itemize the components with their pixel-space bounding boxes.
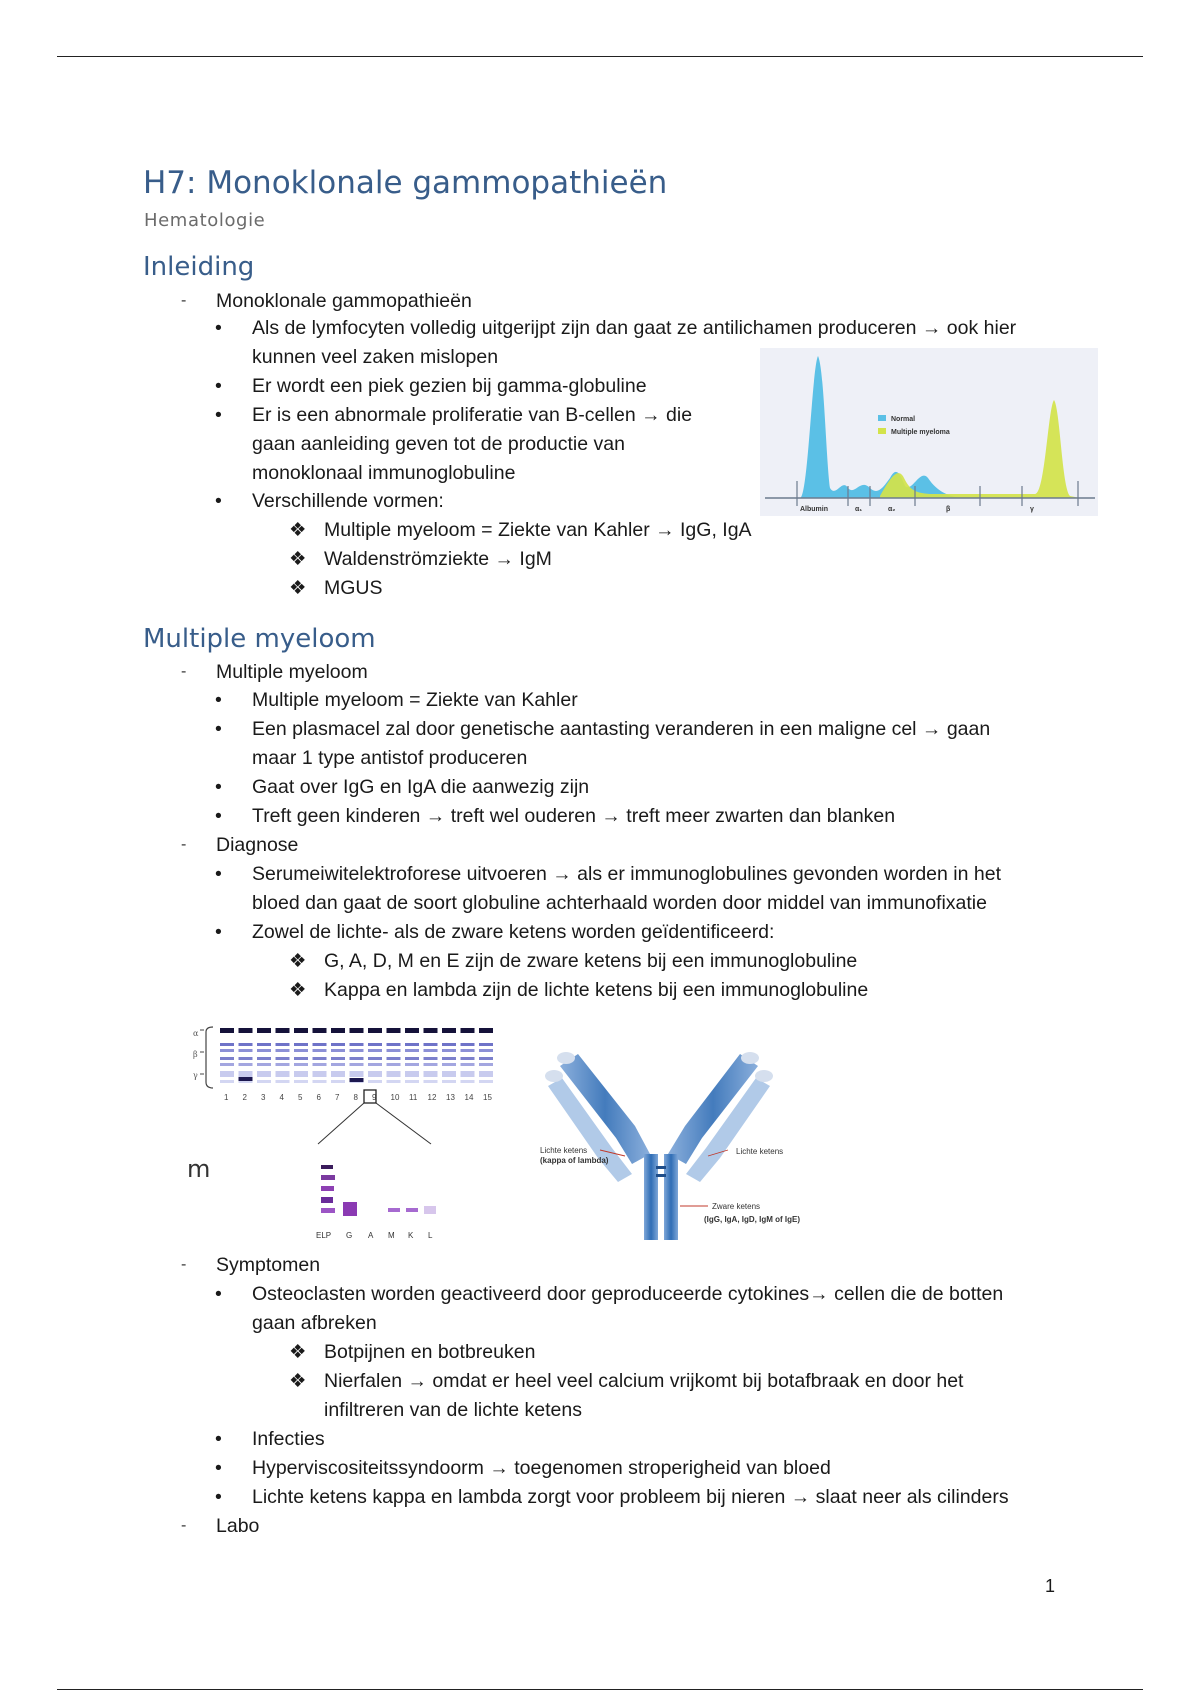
diamond-marker: ❖ [289, 577, 307, 599]
fixation-labels [316, 1231, 433, 1240]
gel-band [276, 1049, 290, 1052]
gel-band [220, 1071, 234, 1077]
list-item: Labo [216, 1515, 260, 1537]
bullet-marker: • [215, 1283, 222, 1305]
list-item: Botpijnen en botbreuken [324, 1341, 536, 1363]
row-label-gamma: γ [193, 1071, 198, 1080]
list-item: kunnen veel zaken mislopen [252, 346, 499, 368]
gel-band [442, 1043, 456, 1046]
gel-band [220, 1028, 234, 1033]
list-item: bloed dan gaat de soort globuline achterhaald worden door middel van immunofixatie [252, 892, 987, 914]
gel-band [479, 1049, 493, 1052]
lane-number: 11 [409, 1093, 418, 1102]
list-item: Multiple myeloom [216, 661, 368, 683]
row-label-alpha: α [193, 1029, 199, 1038]
lane-numbers [224, 1093, 492, 1102]
lane-number: 5 [298, 1093, 303, 1102]
diamond-marker: ❖ [289, 548, 307, 570]
dash-marker: - [181, 663, 187, 680]
label-light-chain-left: Lichte ketens [540, 1146, 588, 1155]
gel-band [276, 1043, 290, 1046]
list-item: Symptomen [216, 1254, 321, 1276]
diamond-marker: ❖ [289, 950, 307, 972]
fixation-label-elp: ELP [316, 1231, 332, 1240]
lane-number: 3 [261, 1093, 266, 1102]
diamond-marker: ❖ [289, 979, 307, 1001]
legend-swatch-normal [878, 415, 886, 421]
immunofixation-bands [321, 1165, 436, 1216]
list-item: Multiple myeloom = Ziekte van Kahler → IgG, IgA [324, 519, 752, 541]
gel-band [387, 1063, 401, 1066]
gel-band [276, 1057, 290, 1060]
list-item: Waldenströmziekte → IgM [324, 548, 552, 570]
list-item: Een plasmacel zal door genetische aantasting veranderen in een maligne cel → gaan [252, 718, 991, 740]
heading-multiple-myeloom: Multiple myeloom [143, 624, 376, 654]
gel-band [350, 1057, 364, 1060]
gel-band [294, 1057, 308, 1060]
list-item: Gaat over IgG en IgA die aanwezig zijn [252, 776, 590, 798]
gel-band [294, 1043, 308, 1046]
list-item: maar 1 type antistof produceren [252, 747, 528, 769]
gel-band [294, 1071, 308, 1077]
gel-band [461, 1049, 475, 1052]
gel-band [479, 1028, 493, 1033]
lane-number: 6 [316, 1093, 321, 1102]
bullet-marker: • [215, 921, 222, 943]
gel-band [424, 1057, 438, 1060]
document-title: H7: Monoklonale gammopathieën [143, 165, 668, 201]
diamond-marker: ❖ [289, 1370, 307, 1392]
gel-band [479, 1080, 493, 1083]
gel-band [479, 1063, 493, 1066]
gel-band [294, 1080, 308, 1083]
gel-band [239, 1043, 253, 1046]
electrophoresis-figure [760, 348, 1098, 516]
axis-label-gamma: γ [1030, 506, 1034, 513]
gel-band [331, 1063, 345, 1066]
gel-band [239, 1071, 253, 1077]
monoclonal-band [239, 1077, 253, 1081]
gel-band [313, 1063, 327, 1066]
header-rule [57, 56, 1143, 57]
gel-band [220, 1057, 234, 1060]
gel-band [220, 1063, 234, 1066]
gel-band [424, 1043, 438, 1046]
page-number: 1 [1045, 1576, 1056, 1596]
gel-band [368, 1028, 382, 1033]
gel-band [424, 1063, 438, 1066]
gel-band [257, 1080, 271, 1083]
gel-band [331, 1071, 345, 1077]
gel-band [294, 1028, 308, 1033]
gel-band [424, 1028, 438, 1033]
bullet-marker: • [215, 718, 222, 740]
gel-band [331, 1043, 345, 1046]
lane-number: 1 [224, 1093, 229, 1102]
lane-number: 13 [446, 1093, 455, 1102]
axis-label-beta: β [946, 506, 951, 513]
gel-band [239, 1063, 253, 1066]
gel-band [313, 1071, 327, 1077]
footer-rule [57, 1689, 1143, 1690]
gel-band [368, 1043, 382, 1046]
row-ticks [200, 1030, 204, 1074]
gel-band [368, 1080, 382, 1083]
bullet-marker: • [215, 1428, 222, 1450]
lane-number: 8 [353, 1093, 358, 1102]
gel-band [294, 1049, 308, 1052]
list-item: Kappa en lambda zijn de lichte ketens bij een immunoglobuline [324, 979, 869, 1001]
list-item: gaan aanleiding geven tot de productie van [252, 433, 625, 455]
gel-band [442, 1028, 456, 1033]
gel-band [368, 1057, 382, 1060]
bullet-marker: • [215, 317, 222, 339]
lane-number: 4 [279, 1093, 284, 1102]
lane-number: 12 [427, 1093, 437, 1102]
gel-band [350, 1049, 364, 1052]
bullet-marker: • [215, 805, 222, 827]
gel-band [257, 1043, 271, 1046]
gel-band [461, 1063, 475, 1066]
fixation-label-a: A [368, 1231, 374, 1240]
gel-band [424, 1049, 438, 1052]
gel-band [368, 1049, 382, 1052]
gel-band [294, 1063, 308, 1066]
gel-band [257, 1049, 271, 1052]
gel-band [331, 1080, 345, 1083]
gel-band [276, 1028, 290, 1033]
gel-band [461, 1028, 475, 1033]
gel-band [442, 1063, 456, 1066]
list-item: monoklonaal immunoglobuline [252, 462, 516, 484]
gel-band [276, 1080, 290, 1083]
list-item: Monoklonale gammopathieën [216, 290, 472, 312]
axis-label-alpha2: α₂ [888, 506, 896, 513]
gel-band [331, 1049, 345, 1052]
list-item: Nierfalen → omdat er heel veel calcium vrijkomt bij botafbraak en door het [324, 1370, 964, 1392]
bullet-marker: • [215, 404, 222, 426]
gel-band [387, 1028, 401, 1033]
gel-band [424, 1080, 438, 1083]
stray-label: m [187, 1155, 211, 1183]
document-subtitle: Hematologie [144, 210, 266, 231]
antibody-figure [540, 1046, 840, 1242]
gel-band [461, 1080, 475, 1083]
bullet-marker: • [215, 863, 222, 885]
bullet-marker: • [215, 776, 222, 798]
gel-band [257, 1063, 271, 1066]
list-item: gaan afbreken [252, 1312, 377, 1334]
gel-bracket [206, 1027, 213, 1088]
gel-band [405, 1043, 419, 1046]
gel-band [313, 1057, 327, 1060]
gel-band [405, 1080, 419, 1083]
label-heavy-chain: Zware ketens [712, 1202, 761, 1211]
gel-band [350, 1063, 364, 1066]
lane-number: 9 [372, 1093, 377, 1102]
fixation-label-g: G [346, 1231, 353, 1240]
gel-band [331, 1057, 345, 1060]
gel-band [405, 1028, 419, 1033]
list-item: MGUS [324, 577, 383, 599]
list-item: Hyperviscositeitssyndoorm → toegenomen stroperigheid van bloed [252, 1457, 831, 1479]
bullet-marker: • [215, 1486, 222, 1508]
gel-band [350, 1071, 364, 1077]
gel-band [239, 1028, 253, 1033]
gel-band [368, 1063, 382, 1066]
dash-marker: - [181, 292, 187, 309]
gel-band [424, 1071, 438, 1077]
heading-inleiding: Inleiding [143, 252, 255, 282]
gel-band [442, 1080, 456, 1083]
gel-band [276, 1071, 290, 1077]
bullet-marker: • [215, 1457, 222, 1479]
gel-band [387, 1080, 401, 1083]
gel-band [479, 1057, 493, 1060]
gel-band [405, 1049, 419, 1052]
diamond-marker: ❖ [289, 519, 307, 541]
fixation-label-m: M [388, 1231, 395, 1240]
list-item: Als de lymfocyten volledig uitgerijpt zijn dan gaat ze antilichamen produceren → ook hier [252, 317, 1017, 339]
fixation-label-k: K [408, 1231, 414, 1240]
lane-number: 2 [242, 1093, 247, 1102]
bullet-marker: • [215, 689, 222, 711]
axis-label-alpha1: α₁ [855, 506, 863, 513]
gel-band [442, 1049, 456, 1052]
gel-band [257, 1028, 271, 1033]
zoom-line-left [318, 1103, 364, 1144]
gel-band [313, 1043, 327, 1046]
fixation-label-l: L [428, 1231, 433, 1240]
list-item: Treft geen kinderen → treft wel ouderen → treft meer zwarten dan blanken [252, 805, 896, 827]
gel-band [276, 1063, 290, 1066]
gel-band [257, 1057, 271, 1060]
gel-band [220, 1049, 234, 1052]
monoclonal-band [350, 1078, 364, 1082]
gel-band [313, 1028, 327, 1033]
label-heavy-chain-sub: (IgG, IgA, IgD, IgM of IgE) [704, 1215, 800, 1224]
gel-band [461, 1043, 475, 1046]
zoom-line-right [376, 1103, 431, 1144]
list-item: Er is een abnormale proliferatie van B-cellen → die [252, 404, 693, 426]
lane-number: 10 [390, 1093, 400, 1102]
gel-band [239, 1049, 253, 1052]
list-item: Er wordt een piek gezien bij gamma-globuline [252, 375, 647, 397]
list-item: Verschillende vormen: [252, 490, 444, 512]
gel-band [442, 1057, 456, 1060]
axis-label-albumin: Albumin [800, 506, 828, 513]
gel-band [442, 1071, 456, 1077]
gel-band [461, 1057, 475, 1060]
gel-band [387, 1043, 401, 1046]
label-light-chain-left-sub: (kappa of lambda) [540, 1156, 609, 1165]
diamond-marker: ❖ [289, 1341, 307, 1363]
row-label-beta: β [193, 1050, 198, 1059]
label-light-chain-right: Lichte ketens [736, 1147, 784, 1156]
gel-band [257, 1071, 271, 1077]
lane-number: 15 [483, 1093, 492, 1102]
gel-lanes [220, 1028, 493, 1083]
list-item: Multiple myeloom = Ziekte van Kahler [252, 689, 578, 711]
list-item: infiltreren van de lichte ketens [324, 1399, 582, 1421]
gel-band [350, 1028, 364, 1033]
list-item: G, A, D, M en E zijn de zware ketens bij een immunoglobuline [324, 950, 858, 972]
list-item: Osteoclasten worden geactiveerd door geproduceerde cytokines→ cellen die de botten [252, 1283, 1004, 1305]
gel-band [331, 1028, 345, 1033]
gel-band [479, 1043, 493, 1046]
list-item: Zowel de lichte- als de zware ketens worden geïdentificeerd: [252, 921, 775, 943]
dash-marker: - [181, 836, 187, 853]
gel-band [220, 1080, 234, 1083]
gel-band [387, 1071, 401, 1077]
gel-electrophoresis-figure [188, 1022, 528, 1242]
list-item: Serumeiwitelektroforese uitvoeren → als er immunoglobulines gevonden worden in het [252, 863, 1001, 885]
legend-myeloma: Multiple myeloma [891, 429, 950, 436]
gel-band [239, 1057, 253, 1060]
gel-band [387, 1049, 401, 1052]
bullet-marker: • [215, 490, 222, 512]
gel-band [479, 1071, 493, 1077]
gel-band [405, 1063, 419, 1066]
legend-normal: Normal [891, 416, 916, 423]
dash-marker: - [181, 1256, 187, 1273]
dash-marker: - [181, 1517, 187, 1534]
gel-band [368, 1071, 382, 1077]
bullet-marker: • [215, 375, 222, 397]
lane-number: 14 [464, 1093, 474, 1102]
lane-number: 7 [335, 1093, 340, 1102]
gel-band [405, 1057, 419, 1060]
gel-band [313, 1049, 327, 1052]
gel-band [350, 1043, 364, 1046]
list-item: Infecties [252, 1428, 325, 1450]
gel-band [405, 1071, 419, 1077]
legend-swatch-myeloma [878, 428, 886, 434]
gel-band [313, 1080, 327, 1083]
list-item: Diagnose [216, 834, 299, 856]
gel-band [220, 1043, 234, 1046]
gel-band [461, 1071, 475, 1077]
list-item: Lichte ketens kappa en lambda zorgt voor probleem bij nieren → slaat neer als cilinders [252, 1486, 1009, 1508]
gel-band [387, 1057, 401, 1060]
